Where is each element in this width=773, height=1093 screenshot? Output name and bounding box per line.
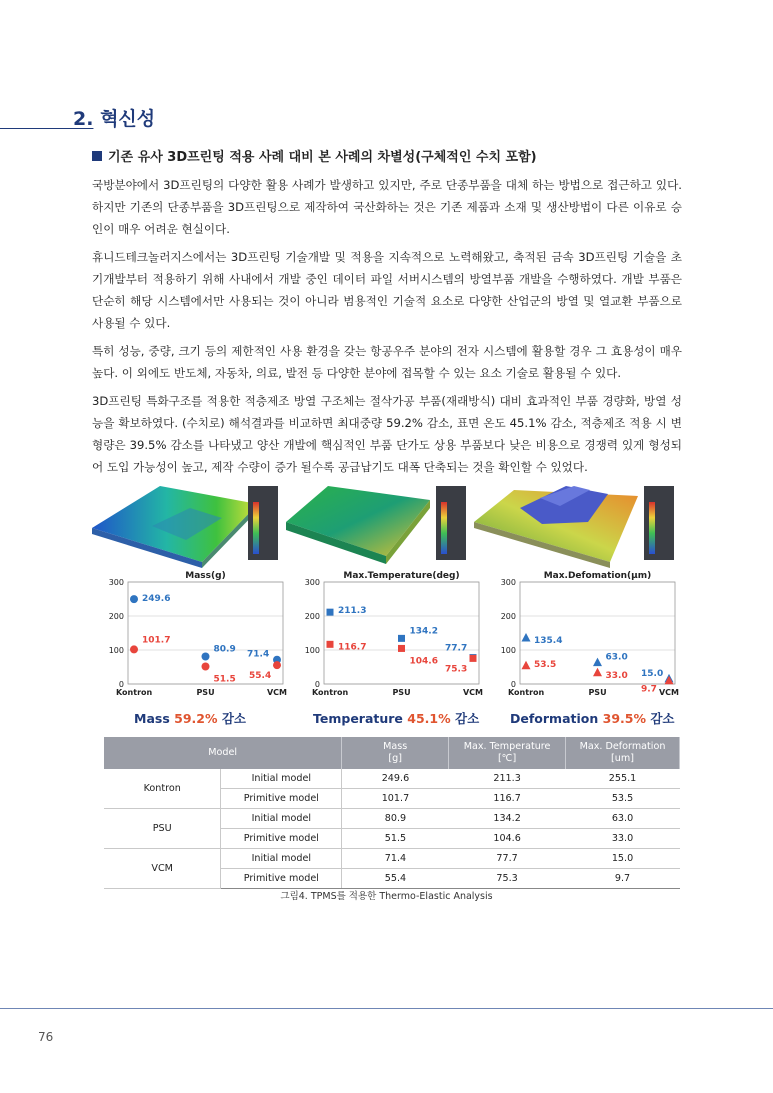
data-point: [593, 658, 602, 667]
results-table: [104, 737, 680, 889]
model-type: Primitive model: [221, 869, 342, 889]
data-point: [470, 655, 477, 662]
header-mass-label: Mass: [383, 741, 408, 752]
paragraph: 3D프린팅 특화구조를 적용한 적층제조 방열 구조체는 절삭가공 부품(재래방식) 대비 효과적인 부품 경량화, 방열 성능을 확보하였다. (수치로) 해석결과를 비교하면 최대중량 59.2% 감소, 표면 온도 45.1% 감소, 적층제조 적용 시 변형량은 39.5% 감소를 나타냈고 양산 개발에 핵심적인 부품 단가도 상용 부품보다 낮은 비용으로 경쟁력 있게 형성되어 도입 가능성이 높고, 제작 수량이 증가 될수록 공급납기도 대폭 단축되는 것을 확인할 수 있었다.: [92, 394, 682, 474]
y-tick-label: 300: [108, 578, 124, 587]
data-point: [522, 633, 531, 642]
y-tick-label: 200: [108, 612, 124, 621]
chart-title: Mass(g): [185, 571, 226, 581]
data-label: 33.0: [605, 670, 628, 681]
def-value: 53.5: [566, 789, 680, 809]
def-value: 255.1: [566, 769, 680, 789]
summary-percent: 45.1%: [407, 711, 451, 726]
mass-value: 249.6: [342, 769, 449, 789]
summary-percent: 59.2%: [174, 711, 218, 726]
data-label: 211.3: [338, 606, 367, 617]
data-point: [273, 661, 281, 669]
data-label: 75.3: [445, 664, 468, 675]
y-tick-label: 300: [304, 578, 320, 587]
data-point: [130, 595, 138, 603]
x-tick-label: Kontron: [508, 688, 545, 697]
data-label: 249.6: [142, 594, 171, 605]
summary-suffix: 감소: [221, 711, 247, 726]
x-tick-label: PSU: [196, 688, 215, 697]
figure-caption: 그림4. TPMS를 적용한 Thermo-Elastic Analysis: [280, 891, 493, 902]
data-label: 135.4: [534, 635, 563, 646]
data-label: 80.9: [213, 644, 236, 655]
header-deformation: [566, 737, 680, 769]
header-def-unit: [um]: [611, 753, 634, 764]
x-tick-label: VCM: [266, 688, 287, 697]
def-value: 63.0: [566, 809, 680, 829]
data-point: [202, 652, 210, 660]
data-label: 63.0: [605, 652, 628, 663]
model-type: Initial model: [221, 809, 342, 829]
vcm-legend: [644, 486, 674, 560]
y-tick-label: 0: [314, 680, 320, 689]
temp-value: 77.7: [449, 849, 566, 869]
y-tick-label: 300: [500, 578, 516, 587]
temp-value: 211.3: [449, 769, 566, 789]
data-point: [398, 635, 405, 642]
temp-value: 134.2: [449, 809, 566, 829]
section-rule: [0, 128, 77, 129]
mass-summary: [134, 709, 246, 727]
model-type: Primitive model: [221, 829, 342, 849]
table-row: [104, 809, 680, 829]
header-def-label: Max. Deformation: [579, 741, 666, 752]
header-mass: [342, 737, 449, 769]
data-point: [593, 668, 602, 677]
summary-percent: 39.5%: [602, 711, 646, 726]
paragraph: 휴니드테크놀러지스에서는 3D프린팅 기술개발 및 적용을 지속적으로 노력해왔고, 축적된 금속 3D프린팅 기술을 초기개발부터 적용하기 위해 사내에서 개발 중인 데이터 파일 서버시스템의 방열부품 개발을 수행하였다. 개발 부품은 단순히 해당 시스템에서만 사용되는 것이 아니라 범용적인 기술적 요소로 다양한 산업군의 방열 및 열교환 부품으로 사용될 수 있다.: [92, 250, 682, 330]
x-tick-label: PSU: [392, 688, 411, 697]
data-label: 9.7: [641, 684, 657, 695]
x-tick-label: PSU: [588, 688, 607, 697]
temp-value: 116.7: [449, 789, 566, 809]
y-tick-label: 100: [108, 646, 124, 655]
page-number: 76: [38, 1030, 54, 1044]
model-type: Initial model: [221, 849, 342, 869]
model-type: Primitive model: [221, 789, 342, 809]
mass-value: 51.5: [342, 829, 449, 849]
body-text: [92, 174, 682, 484]
footer-rule: [0, 1008, 773, 1009]
temperature-chart: [294, 568, 484, 703]
deformation-chart: [490, 568, 680, 703]
subheading-text: 기존 유사 3D프린팅 적용 사례 대비 본 사례의 차별성(구체적인 수치 포함): [108, 150, 537, 165]
data-label: 134.2: [409, 626, 438, 637]
header-model: Model: [104, 737, 342, 769]
def-value: 15.0: [566, 849, 680, 869]
y-tick-label: 200: [304, 612, 320, 621]
header-temp-unit: [℃]: [497, 753, 517, 764]
section-title-text: 혁신성: [100, 108, 156, 130]
data-label: 116.7: [338, 642, 367, 653]
simulation-images: [90, 478, 680, 570]
mass-value: 80.9: [342, 809, 449, 829]
square-bullet-icon: [92, 151, 102, 161]
mass-value: 71.4: [342, 849, 449, 869]
x-tick-label: VCM: [462, 688, 483, 697]
mass-chart-svg: [98, 568, 288, 703]
chart-title: Max.Temperature(deg): [343, 571, 460, 581]
vcm-heatmap-image: [474, 486, 638, 568]
y-tick-label: 100: [500, 646, 516, 655]
temperature-chart-svg: [294, 568, 484, 703]
psu-heatmap-image: [286, 486, 430, 564]
data-point: [327, 641, 334, 648]
y-tick-label: 0: [118, 680, 124, 689]
group-name: PSU: [104, 809, 221, 849]
chart-title: Max.Defomation(μm): [543, 571, 652, 581]
subheading: [92, 146, 537, 165]
data-label: 104.6: [409, 656, 438, 667]
data-label: 71.4: [247, 649, 270, 660]
data-point: [327, 609, 334, 616]
table-row: [104, 769, 680, 789]
def-value: 9.7: [566, 869, 680, 889]
x-tick-label: VCM: [658, 688, 679, 697]
data-label: 77.7: [445, 643, 468, 654]
section-title: [73, 104, 155, 131]
paragraph: 국방분야에서 3D프린팅의 다양한 활용 사례가 발생하고 있지만, 주로 단종부품을 대체 하는 방법으로 접근하고 있다. 하지만 기존의 단종부품을 3D프린팅으로 제작하여 국산화하는 것은 기존 제품과 소재 및 생산방법이 다른 이유로 승인이 매우 어려운 현실이다.: [92, 178, 682, 236]
table-header-row: [104, 737, 680, 769]
summary-label: Mass: [134, 711, 170, 726]
data-point: [398, 645, 405, 652]
paragraph: 특히 성능, 중량, 크기 등의 제한적인 사용 환경을 갖는 항공우주 분야의 전자 시스템에 활용할 경우 그 효용성이 매우 높다. 이 외에도 반도체, 자동차, 의료, 발전 등 다양한 분야에 접목할 수 있는 요소 기술로 활용될 수 있다.: [92, 344, 682, 380]
temp-value: 104.6: [449, 829, 566, 849]
table-row: [104, 849, 680, 869]
group-name: VCM: [104, 849, 221, 889]
header-temp-label: Max. Temperature: [463, 741, 551, 752]
y-tick-label: 100: [304, 646, 320, 655]
kontron-heatmap-image: [92, 486, 258, 568]
kontron-legend: [248, 486, 278, 560]
data-label: 101.7: [142, 635, 171, 646]
y-tick-label: 0: [510, 680, 516, 689]
temp-value: 75.3: [449, 869, 566, 889]
summary-label: Temperature: [313, 711, 403, 726]
data-label: 55.4: [249, 671, 272, 682]
y-tick-label: 200: [500, 612, 516, 621]
data-point: [202, 662, 210, 670]
model-type: Initial model: [221, 769, 342, 789]
data-label: 51.5: [213, 674, 236, 685]
header-mass-unit: [g]: [388, 753, 402, 764]
data-label: 53.5: [534, 659, 557, 670]
header-temperature: [449, 737, 566, 769]
def-value: 33.0: [566, 829, 680, 849]
psu-legend: [436, 486, 466, 560]
data-label: 15.0: [641, 668, 664, 679]
temperature-summary: [313, 709, 479, 727]
mass-value: 55.4: [342, 869, 449, 889]
summary-suffix: 감소: [650, 711, 675, 726]
mass-chart: [98, 568, 288, 703]
deformation-summary: [510, 709, 675, 727]
x-tick-label: Kontron: [312, 688, 349, 697]
x-tick-label: Kontron: [116, 688, 153, 697]
summary-label: Deformation: [510, 711, 599, 726]
data-point: [130, 645, 138, 653]
group-name: Kontron: [104, 769, 221, 809]
summary-suffix: 감소: [455, 711, 480, 726]
section-number: 2.: [73, 108, 94, 130]
data-point: [522, 661, 531, 670]
deformation-chart-svg: [490, 568, 680, 703]
mass-value: 101.7: [342, 789, 449, 809]
